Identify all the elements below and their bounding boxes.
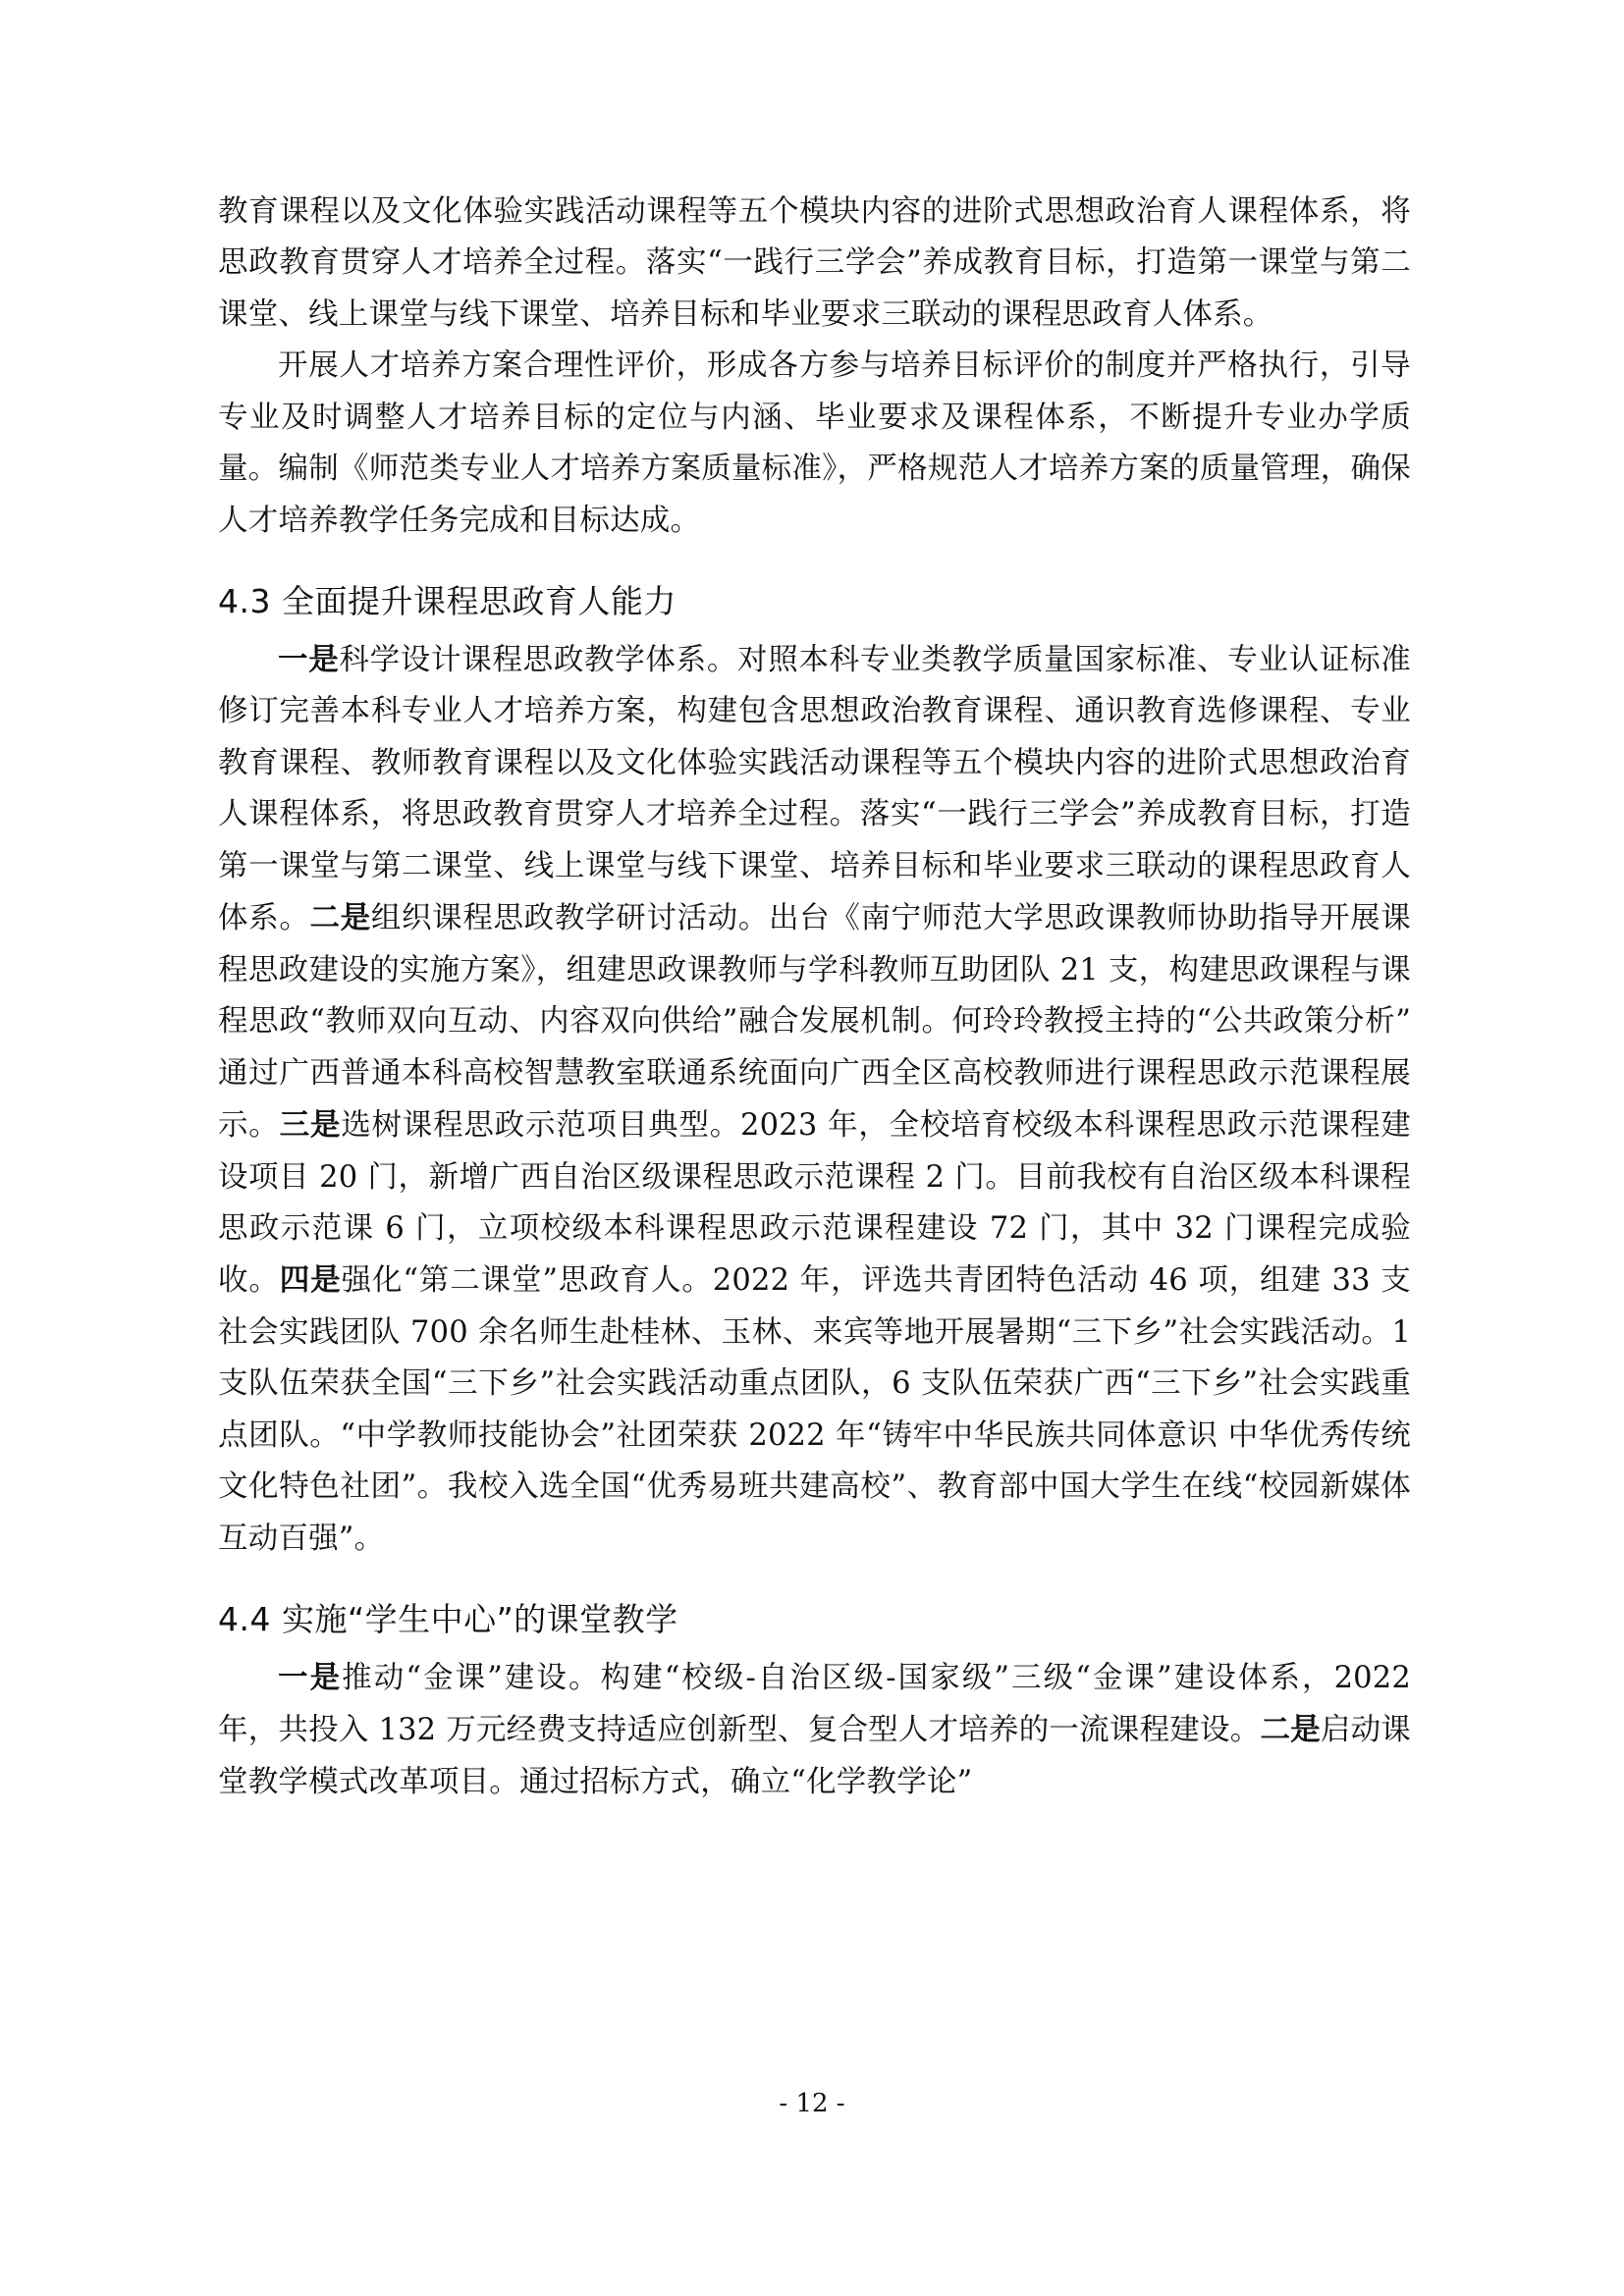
run-label-sanshi: 三是 <box>279 1107 342 1144</box>
run-label-yishi: 一是 <box>278 641 340 677</box>
page-number: - 12 - <box>779 2089 845 2118</box>
paragraph-section-4-4 <box>218 1652 1411 1808</box>
run-label-sishi: 四是 <box>279 1262 342 1299</box>
run-text-3: 选树课程思政示范项目典型。2023 年，全校培育校级本科课程思政示范课程建设项目 20 门，新增广西自治区级课程思政示范课程 2 门。目前我校有自治区级本科课程思政示范课 6 门，立项校级本科课程思政示范课程建设 72 门，其中 32 门课程完成验收。 <box>218 1108 1411 1299</box>
run-label-ershi: 二是 <box>309 900 371 936</box>
run-text-6: 启动课堂教学模式改革项目。通过招标方式，确立“化学教学论” <box>218 1713 1411 1799</box>
run-label-yishi-2: 一是 <box>278 1659 343 1695</box>
run-text-2: 组织课程思政教学研讨活动。出台《南宁师范大学思政课教师协助指导开展课程思政建设的实施方案》，组建思政课教师与学科教师互助团队 21 支，构建思政课程与课程思政“教师双向互动、内容双向供给”融合发展机制。何玲玲教授主持的“公共政策分析”通过广西普通本科高校智慧教室联通系统面向广西全区高校教师进行课程思政示范课程展示。 <box>218 901 1411 1144</box>
page-content <box>218 187 1411 1808</box>
run-text-1: 科学设计课程思政教学体系。对照本科专业类教学质量国家标准、专业认证标准修订完善本科专业人才培养方案，构建包含思想政治教育课程、通识教育选修课程、专业教育课程、教师教育课程以及文化体验实践活动课程等五个模块内容的进阶式思想政治育人课程体系，将思政教育贯穿人才培养全过程。落实“一践行三学会”养成教育目标，打造第一课堂与第二课堂、线上课堂与线下课堂、培养目标和毕业要求三联动的课程思政育人体系。 <box>218 642 1411 936</box>
paragraph-continuation: 教育课程以及文化体验实践活动课程等五个模块内容的进阶式思想政治育人课程体系，将思政教育贯穿人才培养全过程。落实“一践行三学会”养成教育目标，打造第一课堂与第二课堂、线上课堂与线下课堂、培养目标和毕业要求三联动的课程思政育人体系。 <box>218 194 1411 332</box>
heading-4-4: 4.4 实施“学生中心”的课堂教学 <box>218 1600 678 1639</box>
paragraph-talent-training-evaluation: 开展人才培养方案合理性评价，形成各方参与培养目标评价的制度并严格执行，引导专业及时调整人才培养目标的定位与内涵、毕业要求及课程体系，不断提升专业办学质量。编制《师范类专业人才培养方案质量标准》，严格规范人才培养方案的质量管理，确保人才培养教学任务完成和目标达成。 <box>218 348 1411 538</box>
run-text-4: 强化“第二课堂”思政育人。2022 年，评选共青团特色活动 46 项，组建 33 支社会实践团队 700 余名师生赴桂林、玉林、来宾等地开展暑期“三下乡”社会实践活动。1 支队伍荣获全国“三下乡”社会实践活动重点团队，6 支队伍荣获广西“三下乡”社会实践重点团队。“中学教师技能协会”社团荣获 2022 年“铸牢中华民族共同体意识 中华优秀传统文化特色社团”。我校入选全国“优秀易班共建高校”、教育部中国大学生在线“校园新媒体互动百强”。 <box>218 1263 1411 1556</box>
heading-4-3: 4.3 全面提升课程思政育人能力 <box>218 582 677 621</box>
run-label-ershi-2: 二是 <box>1260 1712 1321 1748</box>
run-text-5: 推动“金课”建设。构建“校级-自治区级-国家级”三级“金课”建设体系，2022 年，共投入 132 万元经费支持适应创新型、复合型人才培养的一流课程建设。 <box>218 1660 1411 1748</box>
paragraph-section-4-3 <box>218 634 1411 1565</box>
